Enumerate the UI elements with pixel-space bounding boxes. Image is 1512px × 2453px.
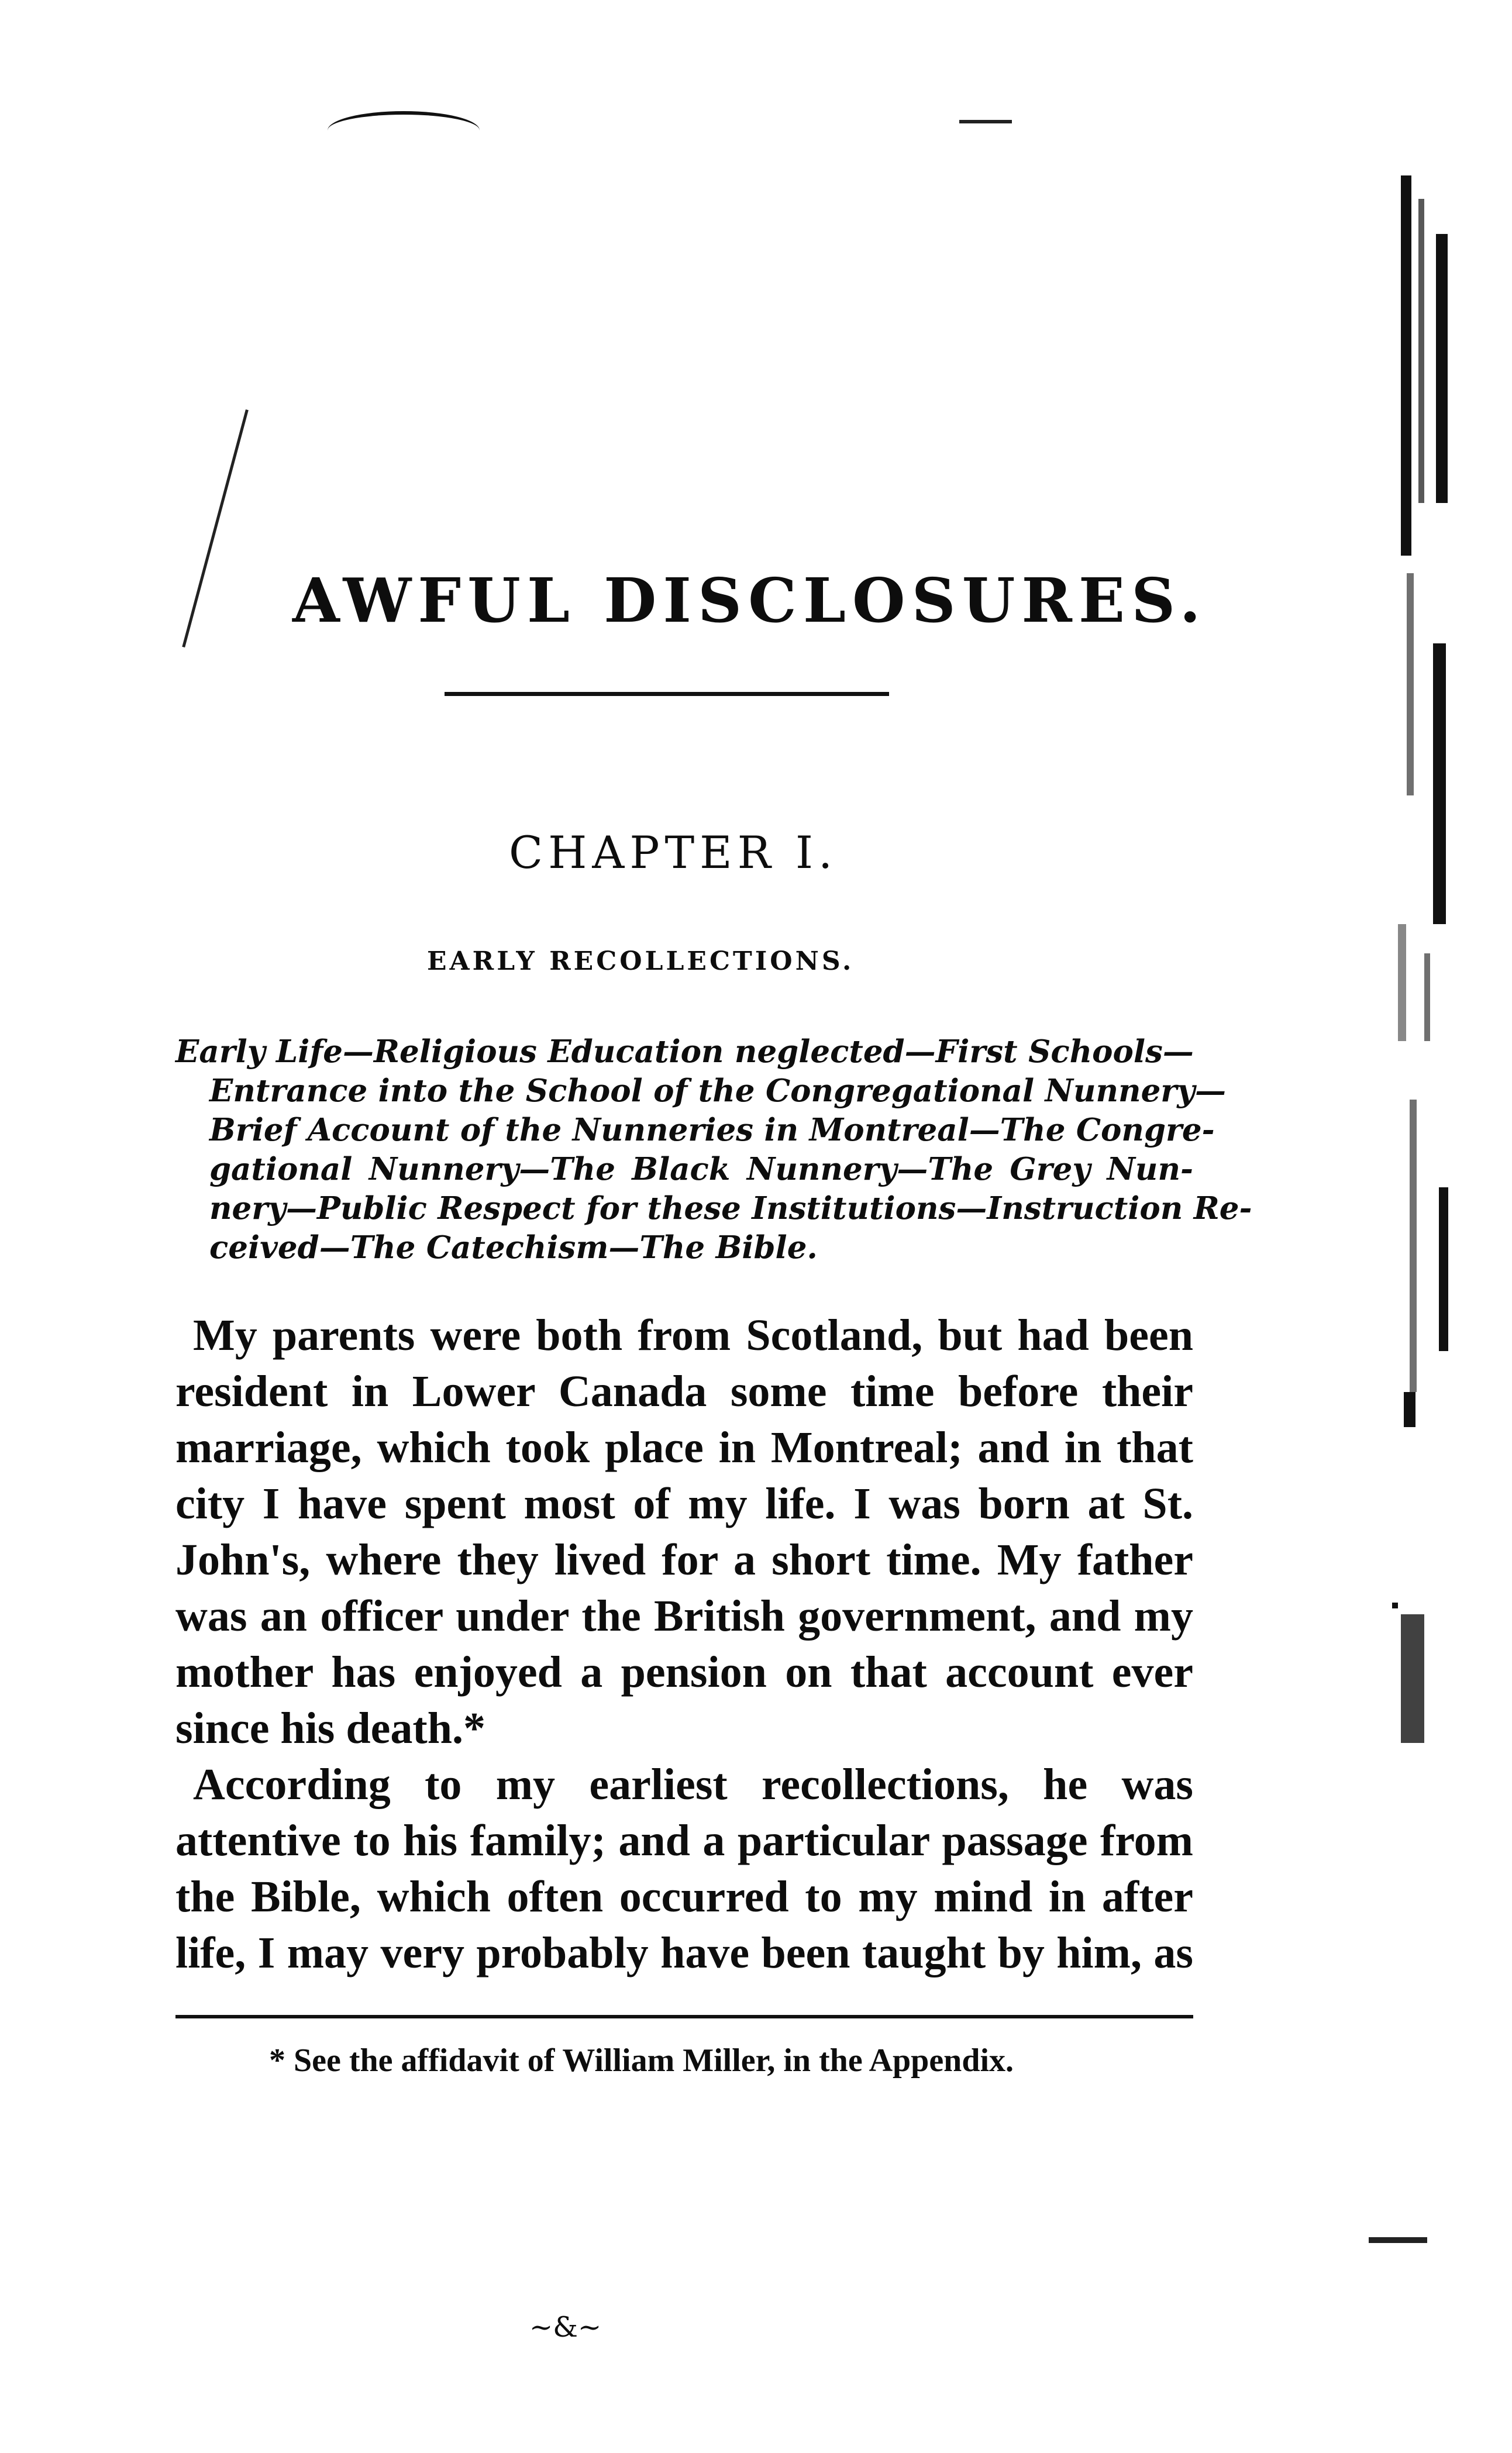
synopsis-line: nery—Public Respect for these Institutions—Instruction Re- xyxy=(209,1190,1252,1226)
chapter-subtitle: EARLY RECOLLECTIONS. xyxy=(427,946,855,976)
body-line: My parents were both from Scotland, but had been xyxy=(193,1311,1193,1360)
ornament-mark: ~&~ xyxy=(529,2311,602,2344)
scan-dash-top xyxy=(959,120,1012,123)
body-line: attentive to his family; and a particular passage from xyxy=(175,1816,1193,1865)
body-line: mother has enjoyed a pension on that account ever xyxy=(175,1648,1193,1697)
body-line: According to my earliest recollections, he was xyxy=(193,1760,1193,1809)
body-line: resident in Lower Canada some time before their xyxy=(175,1367,1193,1416)
synopsis-line: ceived—The Catechism—The Bible. xyxy=(209,1229,818,1266)
margin-pencil-line xyxy=(182,409,249,647)
chapter-heading: CHAPTER I. xyxy=(509,826,838,878)
footnote-divider xyxy=(175,2015,1193,2018)
synopsis-line: Entrance into the School of the Congregational Nunnery— xyxy=(209,1073,1227,1109)
title-divider xyxy=(445,692,889,696)
scan-smudge-top xyxy=(328,111,480,150)
scan-edge-artifacts xyxy=(1375,164,1451,1743)
body-line: John's, where they lived for a short time. My father xyxy=(175,1535,1193,1584)
body-line: was an officer under the British government, and my xyxy=(175,1591,1193,1641)
body-line: marriage, which took place in Montreal; and in that xyxy=(175,1423,1193,1472)
body-line: since his death.* xyxy=(175,1704,485,1753)
body-text xyxy=(175,1307,1193,1981)
body-line: city I have spent most of my life. I was born at St. xyxy=(175,1479,1193,1528)
body-line: life, I may very probably have been taught by him, as xyxy=(175,1928,1193,1977)
footnote: * See the affidavit of William Miller, in the Appendix. xyxy=(269,2042,1014,2079)
synopsis-line: gational Nunnery—The Black Nunnery—The Grey Nun- xyxy=(209,1151,1193,1187)
synopsis-line: Brief Account of the Nunneries in Montreal—The Congre- xyxy=(209,1112,1215,1148)
chapter-synopsis xyxy=(175,1032,1252,1267)
synopsis-line: Early Life—Religious Education neglected—First Schools— xyxy=(175,1033,1194,1070)
scan-dash-bottom-right xyxy=(1369,2237,1427,2243)
book-title: AWFUL DISCLOSURES. xyxy=(292,564,1207,636)
body-line: the Bible, which often occurred to my mind in after xyxy=(175,1872,1193,1921)
